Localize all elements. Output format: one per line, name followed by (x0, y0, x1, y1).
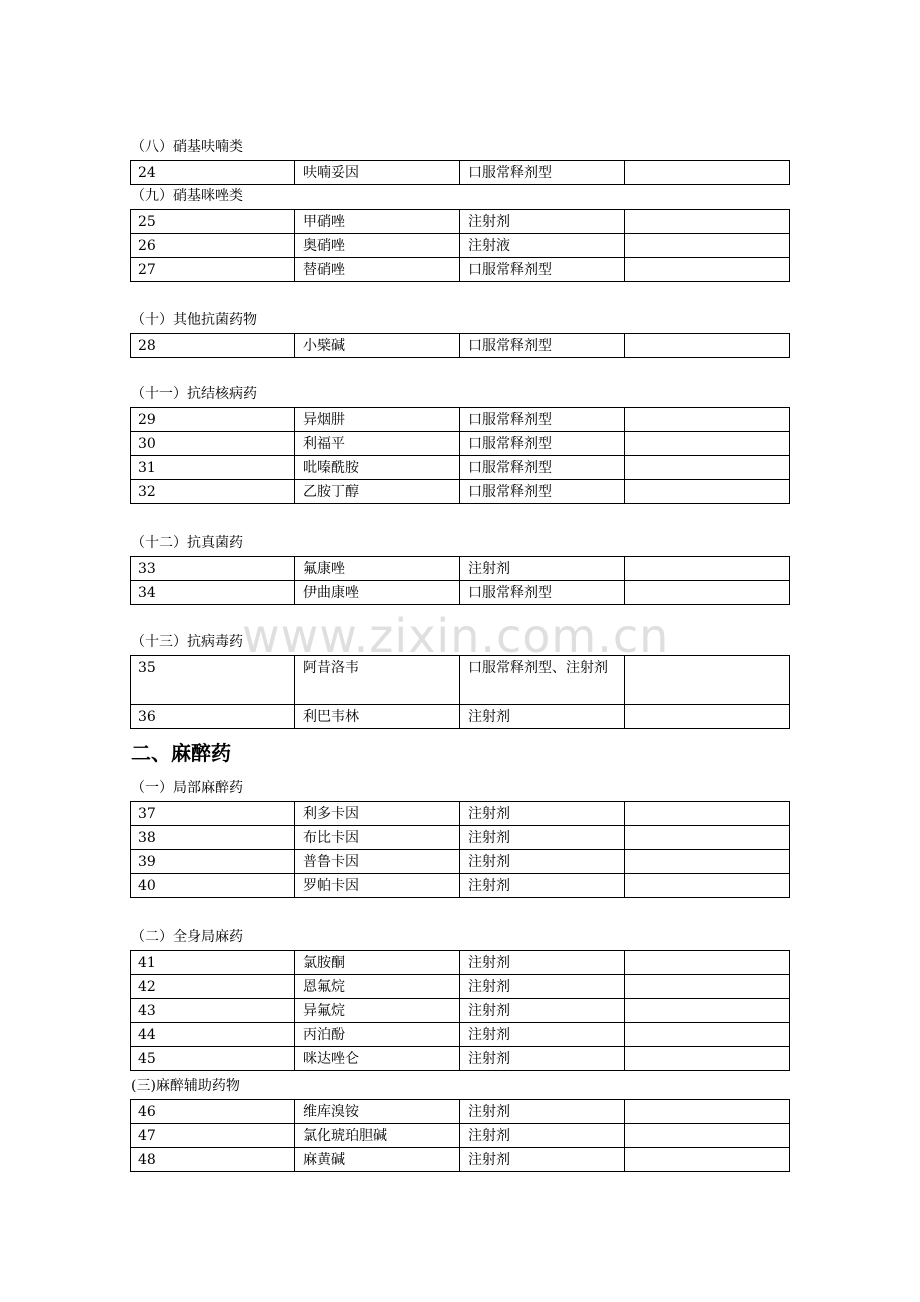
remark-cell (625, 456, 790, 480)
drug-table (130, 655, 790, 729)
drug-name-cell: 异烟肼 (295, 408, 460, 432)
remark-cell (625, 1148, 790, 1172)
dosage-form-cell: 口服常释剂型、注射剂 (460, 656, 625, 705)
remark-cell (625, 826, 790, 850)
table-row (131, 999, 790, 1023)
dosage-form-cell: 注射剂 (460, 1124, 625, 1148)
table-row (131, 975, 790, 999)
drug-name-cell: 吡嗪酰胺 (295, 456, 460, 480)
drug-name-cell: 氯胺酮 (295, 951, 460, 975)
dosage-form-cell: 口服常释剂型 (460, 456, 625, 480)
table-row (131, 161, 790, 185)
drug-name-cell: 丙泊酚 (295, 1023, 460, 1047)
remark-cell (625, 705, 790, 729)
dosage-form-cell: 口服常释剂型 (460, 480, 625, 504)
table-row (131, 705, 790, 729)
remark-cell (625, 234, 790, 258)
chapter-heading: 二、麻醉药 (131, 741, 231, 765)
drug-table (130, 333, 790, 358)
dosage-form-cell: 注射剂 (460, 951, 625, 975)
table-row (131, 334, 790, 358)
dosage-form-cell: 口服常释剂型 (460, 161, 625, 185)
drug-number-cell: 37 (131, 802, 295, 826)
dosage-form-cell: 注射剂 (460, 1023, 625, 1047)
remark-cell (625, 480, 790, 504)
drug-number-cell: 34 (131, 581, 295, 605)
dosage-form-cell: 注射剂 (460, 1047, 625, 1071)
table-row (131, 258, 790, 282)
table-row (131, 951, 790, 975)
dosage-form-cell: 口服常释剂型 (460, 432, 625, 456)
drug-name-cell: 麻黄碱 (295, 1148, 460, 1172)
drug-name-cell: 维库溴铵 (295, 1100, 460, 1124)
remark-cell (625, 802, 790, 826)
drug-number-cell: 26 (131, 234, 295, 258)
drug-name-cell: 小檗碱 (295, 334, 460, 358)
remark-cell (625, 408, 790, 432)
section-caption: （十二）抗真菌药 (131, 535, 243, 551)
remark-cell (625, 850, 790, 874)
table-row (131, 874, 790, 898)
remark-cell (625, 161, 790, 185)
drug-number-cell: 32 (131, 480, 295, 504)
table-row (131, 408, 790, 432)
remark-cell (625, 1023, 790, 1047)
dosage-form-cell: 口服常释剂型 (460, 258, 625, 282)
drug-number-cell: 27 (131, 258, 295, 282)
table-row (131, 432, 790, 456)
remark-cell (625, 874, 790, 898)
remark-cell (625, 210, 790, 234)
drug-number-cell: 35 (131, 656, 295, 705)
drug-number-cell: 42 (131, 975, 295, 999)
drug-table (130, 160, 790, 185)
drug-name-cell: 阿昔洛韦 (295, 656, 460, 705)
dosage-form-cell: 注射剂 (460, 802, 625, 826)
remark-cell (625, 1047, 790, 1071)
table-row (131, 1047, 790, 1071)
table-row (131, 802, 790, 826)
table-row (131, 456, 790, 480)
drug-name-cell: 替硝唑 (295, 258, 460, 282)
remark-cell (625, 334, 790, 358)
section-caption: （十三）抗病毒药 (131, 634, 243, 650)
drug-name-cell: 氟康唑 (295, 557, 460, 581)
dosage-form-cell: 注射液 (460, 234, 625, 258)
dosage-form-cell: 口服常释剂型 (460, 581, 625, 605)
dosage-form-cell: 注射剂 (460, 999, 625, 1023)
drug-number-cell: 38 (131, 826, 295, 850)
section-caption: （二）全身局麻药 (131, 929, 243, 945)
table-row (131, 826, 790, 850)
drug-table (130, 556, 790, 605)
remark-cell (625, 581, 790, 605)
drug-number-cell: 36 (131, 705, 295, 729)
drug-table (130, 950, 790, 1071)
remark-cell (625, 432, 790, 456)
dosage-form-cell: 注射剂 (460, 874, 625, 898)
table-row (131, 1100, 790, 1124)
drug-name-cell: 异氟烷 (295, 999, 460, 1023)
dosage-form-cell: 注射剂 (460, 210, 625, 234)
dosage-form-cell: 注射剂 (460, 1100, 625, 1124)
dosage-form-cell: 注射剂 (460, 1148, 625, 1172)
section-caption: （九）硝基咪唑类 (131, 188, 243, 204)
drug-name-cell: 呋喃妥因 (295, 161, 460, 185)
drug-name-cell: 布比卡因 (295, 826, 460, 850)
drug-number-cell: 46 (131, 1100, 295, 1124)
table-row (131, 234, 790, 258)
remark-cell (625, 258, 790, 282)
remark-cell (625, 951, 790, 975)
table-row (131, 210, 790, 234)
drug-number-cell: 28 (131, 334, 295, 358)
table-row (131, 1023, 790, 1047)
dosage-form-cell: 注射剂 (460, 557, 625, 581)
drug-number-cell: 33 (131, 557, 295, 581)
remark-cell (625, 975, 790, 999)
dosage-form-cell: 口服常释剂型 (460, 408, 625, 432)
drug-number-cell: 31 (131, 456, 295, 480)
remark-cell (625, 999, 790, 1023)
drug-name-cell: 利巴韦林 (295, 705, 460, 729)
drug-table (130, 209, 790, 282)
drug-number-cell: 29 (131, 408, 295, 432)
drug-number-cell: 30 (131, 432, 295, 456)
drug-number-cell: 40 (131, 874, 295, 898)
drug-name-cell: 伊曲康唑 (295, 581, 460, 605)
dosage-form-cell: 注射剂 (460, 975, 625, 999)
drug-table (130, 801, 790, 898)
drug-name-cell: 咪达唑仑 (295, 1047, 460, 1071)
drug-table (130, 407, 790, 504)
remark-cell (625, 1124, 790, 1148)
drug-name-cell: 甲硝唑 (295, 210, 460, 234)
drug-number-cell: 41 (131, 951, 295, 975)
drug-number-cell: 39 (131, 850, 295, 874)
watermark: www.zixin.com.cn (242, 609, 670, 663)
dosage-form-cell: 注射剂 (460, 826, 625, 850)
dosage-form-cell: 注射剂 (460, 850, 625, 874)
table-row (131, 581, 790, 605)
section-caption: （一）局部麻醉药 (131, 780, 243, 796)
table-row (131, 1148, 790, 1172)
drug-table (130, 1099, 790, 1172)
remark-cell (625, 557, 790, 581)
drug-number-cell: 24 (131, 161, 295, 185)
dosage-form-cell: 口服常释剂型 (460, 334, 625, 358)
section-caption: （十）其他抗菌药物 (131, 312, 257, 328)
drug-name-cell: 罗帕卡因 (295, 874, 460, 898)
drug-name-cell: 恩氟烷 (295, 975, 460, 999)
section-caption: （八）硝基呋喃类 (131, 139, 243, 155)
drug-name-cell: 利多卡因 (295, 802, 460, 826)
drug-number-cell: 45 (131, 1047, 295, 1071)
drug-name-cell: 利福平 (295, 432, 460, 456)
drug-name-cell: 奥硝唑 (295, 234, 460, 258)
drug-number-cell: 44 (131, 1023, 295, 1047)
table-row (131, 850, 790, 874)
section-caption: （十一）抗结核病药 (131, 386, 257, 402)
table-row (131, 480, 790, 504)
table-row (131, 557, 790, 581)
table-row (131, 1124, 790, 1148)
drug-name-cell: 普鲁卡因 (295, 850, 460, 874)
drug-number-cell: 25 (131, 210, 295, 234)
drug-number-cell: 43 (131, 999, 295, 1023)
drug-number-cell: 48 (131, 1148, 295, 1172)
drug-name-cell: 乙胺丁醇 (295, 480, 460, 504)
drug-number-cell: 47 (131, 1124, 295, 1148)
remark-cell (625, 1100, 790, 1124)
dosage-form-cell: 注射剂 (460, 705, 625, 729)
drug-name-cell: 氯化琥珀胆碱 (295, 1124, 460, 1148)
section-caption: (三)麻醉辅助药物 (131, 1078, 240, 1094)
